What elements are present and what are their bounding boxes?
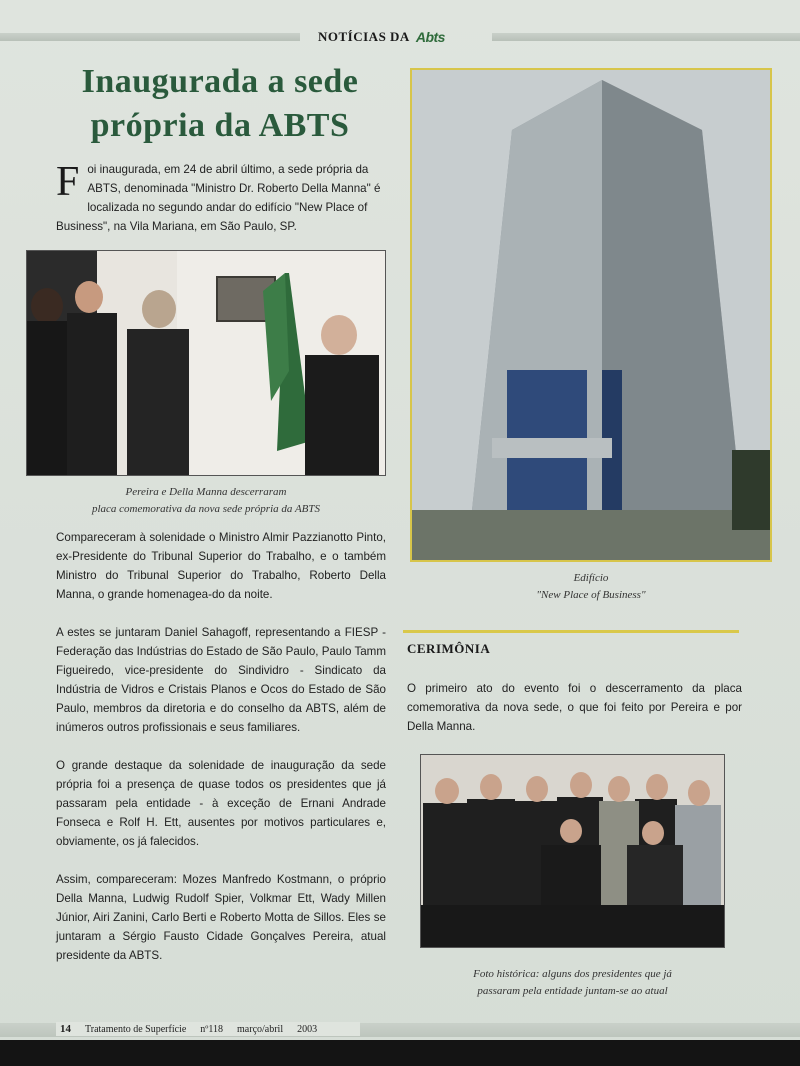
lead-text: oi inaugurada, em 24 de abril último, a sede própria da ABTS, denominada "Ministro Dr. Roberto Della Manna" é localizada no segundo andar do edifício "New Place of Business", na Vila Mariana, em São Paulo, SP. — [56, 163, 381, 233]
header-rule-right — [492, 33, 800, 41]
group-photo — [420, 754, 725, 948]
title-line-1: Inaugurada a sede — [81, 63, 359, 100]
building-photo-caption — [410, 570, 772, 604]
group-photo-caption — [420, 966, 725, 1000]
header-rule-left — [0, 33, 300, 41]
section-header — [318, 27, 488, 47]
article-title — [40, 60, 400, 148]
body-paragraph: O grande destaque da solenidade de inauguração da sede própria foi a presença de quase todos os presidentes que já passaram pela entidade - à exceção de Ernani Andrade Fonseca e Rolf H. Ett, ausentes por motivos particulares e, obviamente, os já falecidos. — [56, 759, 386, 848]
building-photo — [410, 68, 772, 562]
caption3-line1: Foto histórica: alguns dos presidentes que já — [473, 968, 672, 980]
body-right-paragraph: O primeiro ato do evento foi o descerramento da placa comemorativa da nova sede, o que foi feito por Pereira e por Della Manna. — [407, 682, 742, 733]
issue-period: março/abril — [237, 1023, 284, 1035]
caption3-line2: passaram pela entidade juntam-se ao atual — [477, 985, 668, 997]
lead-paragraph — [56, 160, 386, 236]
abts-logo: Abts — [415, 29, 445, 45]
group-photo-illustration — [421, 755, 725, 948]
page-number: 14 — [60, 1023, 71, 1035]
caption1-line2: placa comemorativa da nova sede própria da ABTS — [91, 503, 321, 515]
ceremony-photo-illustration — [27, 251, 386, 476]
ceremony-photo-caption — [26, 484, 386, 518]
caption2-line2: "New Place of Business" — [536, 589, 646, 601]
body-paragraph: Compareceram à solenidade o Ministro Almir Pazzianotto Pinto, ex-Presidente do Tribunal Superior do Trabalho, e o também Ministro do Tribunal Superior do Trabalho, Roberto Della Manna, o grande homenagea-do da noite. — [56, 531, 386, 601]
building-photo-illustration — [412, 70, 770, 560]
scan-edge — [0, 1040, 800, 1066]
subhead-ceremonia: CERIMÔNIA — [407, 641, 491, 656]
caption2-line1: Edifício — [573, 572, 609, 584]
section-divider — [403, 630, 739, 633]
title-line-2: própria da ABTS — [90, 107, 350, 144]
drop-cap: F — [56, 159, 80, 205]
body-paragraph: Assim, compareceram: Mozes Manfredo Kostmann, o próprio Della Manna, Ludwig Rudolf Spier, Volkmar Ett, Wady Millen Júnior, Airi Zanini, Carlo Berti e Roberto Motta de Sillos. Eles se juntaram a Sérgio Fausto Cidade Gonçalves Pereira, atual presidente da ABTS. — [56, 873, 386, 962]
issue-number: nº118 — [200, 1023, 224, 1035]
section-label-text: NOTÍCIAS DA — [318, 29, 410, 44]
caption1-line1: Pereira e Della Manna descerraram — [125, 486, 287, 498]
ceremony-photo — [26, 250, 386, 476]
page-footer — [56, 1022, 360, 1036]
body-left-column — [56, 528, 386, 984]
body-paragraph: A estes se juntaram Daniel Sahagoff, representando a FIESP - Federação das Indústrias do Estado de São Paulo, Paulo Tamm Figueiredo, vice-presidente do Sindividro - Sindicato da Indústria de Vidros e Cristais Planos e Ocos do Estado de São Paulo, membros da diretoria e do conselho da ABTS, além de inúmeros outros profissionais e seus familiares. — [56, 626, 386, 734]
issue-year: 2003 — [297, 1023, 318, 1035]
publication-name: Tratamento de Superfície — [85, 1023, 187, 1035]
